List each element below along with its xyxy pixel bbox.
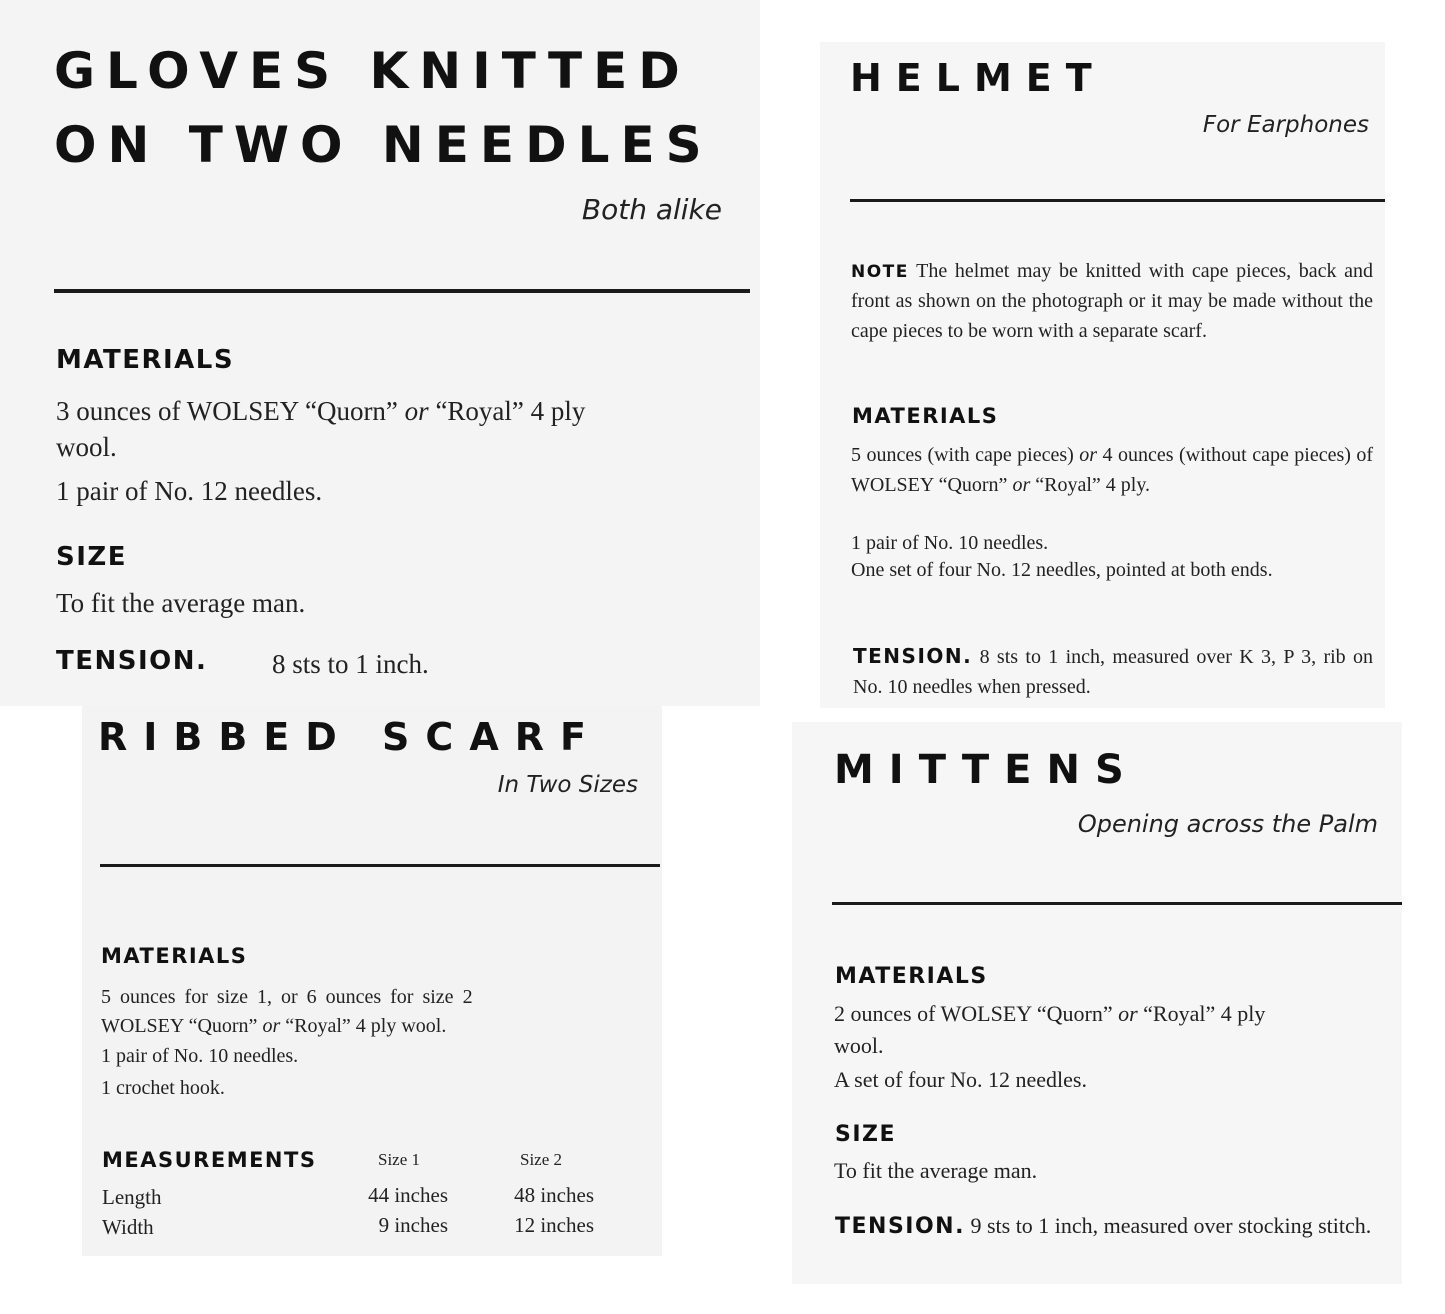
mittens-tension-text: 9 sts to 1 inch, measured over stocking stitch. bbox=[970, 1213, 1372, 1238]
scarf-row-width-size2: 12 inches bbox=[514, 1213, 594, 1237]
mittens-materials-line1 bbox=[834, 998, 1265, 1030]
gloves-materials-line2: wool. bbox=[56, 432, 117, 462]
mittens-materials-line3: A set of four No. 12 needles. bbox=[834, 1067, 1087, 1092]
scarf-materials-heading: MATERIALS bbox=[101, 944, 248, 968]
scarf-col-size2: Size 2 bbox=[520, 1150, 563, 1169]
scarf-title: RIBBED SCARF bbox=[98, 715, 602, 759]
mittens-subtitle: Opening across the Palm bbox=[1077, 810, 1378, 838]
scarf-section bbox=[82, 706, 662, 1256]
mittens-size-text: To fit the average man. bbox=[834, 1158, 1038, 1183]
helmet-tension-text: 8 sts to 1 inch, measured over K 3, P 3, rib on No. 10 needles when pressed. bbox=[853, 646, 1373, 698]
scarf-materials-or: or bbox=[262, 1015, 281, 1037]
gloves-materials-or: or bbox=[404, 396, 429, 426]
scarf-row-width-label: Width bbox=[102, 1215, 154, 1239]
gloves-title-line1: GLOVES KNITTED bbox=[54, 42, 691, 100]
scarf-row-width-size1: 9 inches bbox=[378, 1213, 448, 1237]
gloves-materials-line3: 1 pair of No. 12 needles. bbox=[56, 476, 323, 506]
gloves-size-heading: SIZE bbox=[56, 542, 128, 572]
mittens-materials-text-a: 2 ounces of WOLSEY “Quorn” bbox=[834, 1001, 1113, 1026]
mittens-materials-or: or bbox=[1118, 1001, 1138, 1026]
mittens-materials-heading: MATERIALS bbox=[835, 964, 988, 989]
scarf-row-length-size1: 44 inches bbox=[368, 1183, 448, 1207]
scarf-materials-line4: 1 crochet hook. bbox=[101, 1077, 225, 1099]
gloves-materials-heading: MATERIALS bbox=[56, 345, 235, 375]
mittens-section bbox=[792, 722, 1402, 1284]
scarf-materials-line3: 1 pair of No. 10 needles. bbox=[101, 1045, 299, 1067]
helmet-note-label: NOTE bbox=[851, 262, 909, 282]
helmet-materials-text-b: 4 ounces (without cape pieces) of WOLSEY “Quorn” bbox=[851, 444, 1374, 496]
scarf-materials-line1: 5 ounces for size 1, or 6 ounces for size 2 bbox=[101, 986, 473, 1008]
gloves-materials-text-b: “Royal” 4 ply bbox=[435, 396, 586, 426]
helmet-subtitle: For Earphones bbox=[1202, 112, 1369, 138]
gloves-title-line2: ON TWO NEEDLES bbox=[54, 116, 713, 174]
gloves-divider bbox=[54, 289, 750, 293]
scarf-row-length-size2: 48 inches bbox=[514, 1183, 594, 1207]
helmet-materials-line1 bbox=[851, 440, 1373, 500]
scarf-measurements-heading: MEASUREMENTS bbox=[102, 1148, 317, 1172]
mittens-divider bbox=[832, 902, 1402, 905]
mittens-materials-text-b: “Royal” 4 ply bbox=[1143, 1001, 1266, 1026]
mittens-size-heading: SIZE bbox=[835, 1122, 897, 1147]
helmet-materials-text-c: “Royal” 4 ply. bbox=[1035, 474, 1151, 496]
helmet-tension-heading: TENSION. bbox=[853, 644, 973, 668]
scarf-divider bbox=[100, 864, 660, 867]
helmet-materials-or-1: or bbox=[1079, 444, 1098, 466]
helmet-materials-line3: One set of four No. 12 needles, pointed at both ends. bbox=[851, 559, 1273, 581]
gloves-tension-text: 8 sts to 1 inch. bbox=[272, 649, 429, 679]
scarf-subtitle: In Two Sizes bbox=[497, 772, 638, 798]
helmet-materials-text-a: 5 ounces (with cape pieces) bbox=[851, 444, 1074, 466]
gloves-section bbox=[0, 0, 760, 706]
gloves-materials-text-a: 3 ounces of WOLSEY “Quorn” bbox=[56, 396, 398, 426]
helmet-materials-line2: 1 pair of No. 10 needles. bbox=[851, 532, 1049, 554]
helmet-note-text: The helmet may be knitted with cape pieces, back and front as shown on the photograph or it may be made without the cape pieces to be worn with a separate scarf. bbox=[851, 260, 1374, 342]
helmet-materials-or-2: or bbox=[1012, 474, 1031, 496]
scarf-col-size1: Size 1 bbox=[378, 1150, 421, 1169]
gloves-tension-heading: TENSION. bbox=[56, 646, 208, 676]
mittens-tension-heading: TENSION. bbox=[835, 1214, 965, 1239]
scarf-materials-text-a: WOLSEY “Quorn” bbox=[101, 1015, 258, 1037]
mittens-title: MITTENS bbox=[834, 747, 1139, 793]
mittens-tension bbox=[835, 1210, 1381, 1242]
gloves-materials-line1 bbox=[56, 393, 585, 429]
helmet-title: HELMET bbox=[850, 56, 1106, 100]
helmet-divider bbox=[850, 199, 1385, 202]
gloves-subtitle: Both alike bbox=[581, 193, 722, 226]
helmet-note bbox=[851, 256, 1373, 346]
gloves-size-text: To fit the average man. bbox=[56, 588, 306, 618]
scarf-materials-text-b: “Royal” 4 ply wool. bbox=[285, 1015, 447, 1037]
helmet-section bbox=[820, 42, 1385, 708]
helmet-tension bbox=[853, 642, 1373, 702]
scarf-row-length-label: Length bbox=[102, 1185, 162, 1209]
helmet-materials-heading: MATERIALS bbox=[852, 404, 999, 428]
mittens-materials-line2: wool. bbox=[834, 1033, 884, 1058]
scarf-materials-line2 bbox=[101, 1011, 446, 1041]
